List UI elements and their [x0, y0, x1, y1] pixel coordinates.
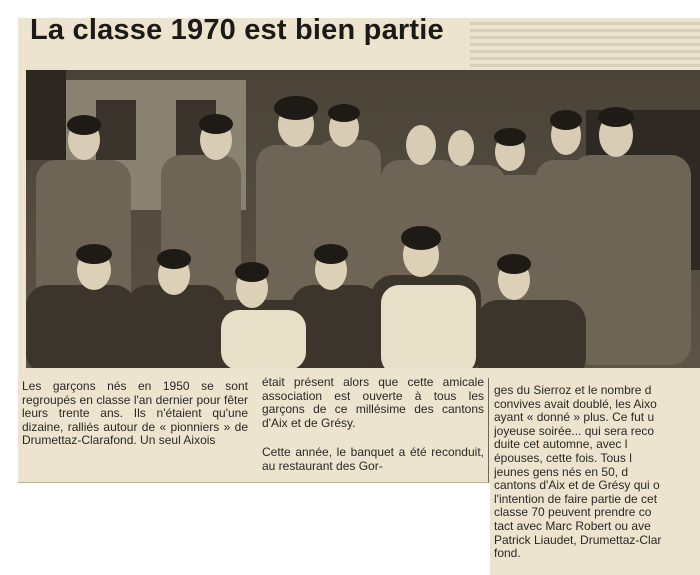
article-column-2-paragraph-2: Cette année, le banquet a été reconduit, au restaurant des Gor- — [262, 445, 484, 473]
clip-edge-line — [18, 482, 490, 483]
group-photo — [26, 70, 700, 368]
article-line: convives avait doublé, les Aixo — [494, 396, 657, 411]
article-column-2-paragraph-1: était présent alors que cette amicale association est ouverte à tous les garçons de ce millésime des cantons d'Aix et de Grésy. — [262, 375, 484, 430]
article-line: ges du Sierroz et le nombre d — [494, 384, 652, 397]
bleed-through-text — [470, 22, 700, 77]
article-line: joyeuse soirée... qui sera reco — [494, 423, 655, 438]
article-line: duite cet automne, avec l — [494, 437, 628, 452]
article-line: fond. — [494, 546, 521, 561]
article-line: épouses, cette fois. Tous l — [494, 450, 632, 465]
article-line: tact avec Marc Robert ou ave — [494, 518, 651, 533]
article-line: Patrick Liaudet, Drumettaz-Clar — [494, 532, 662, 547]
article-column-1: Les garçons nés en 1950 se sont regroupés en classe l'an dernier pour fêter leurs trente ans. Ils n'étaient qu'une dizaine, ralliés autour de « pionniers » de Drumettaz-Clarafond. Un seul Aixois — [22, 379, 248, 448]
article-line: ayant « donné » plus. Ce fut u — [494, 410, 655, 425]
article-line: classe 70 peuvent prendre co — [494, 505, 652, 520]
article-column-3 — [494, 384, 700, 561]
article-line: l'intention de faire partie de cet — [494, 491, 658, 506]
article-line: jeunes gens nés en 50, d — [494, 464, 629, 479]
column-divider — [488, 378, 489, 483]
article-line: cantons d'Aix et de Grésy qui o — [494, 478, 660, 493]
article-headline: La classe 1970 est bien partie — [30, 14, 444, 46]
